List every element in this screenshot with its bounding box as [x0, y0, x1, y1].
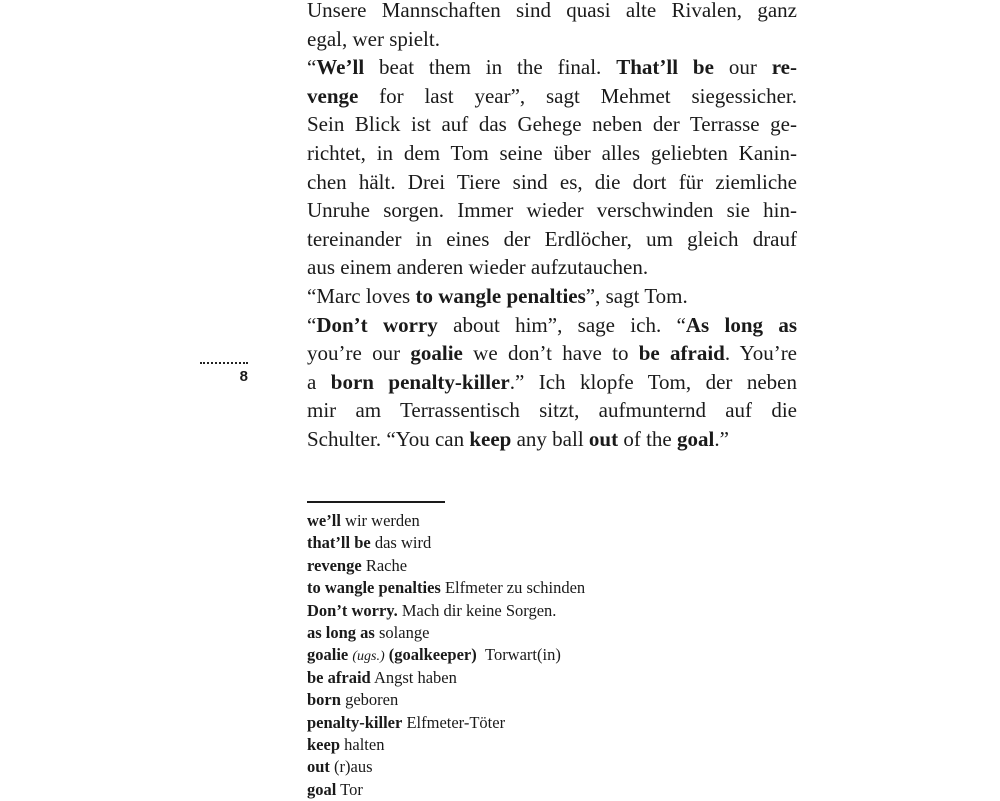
text-segment: “: [307, 55, 317, 80]
text-segment: . You’re: [724, 341, 798, 366]
glossary-translation: geboren: [345, 690, 399, 710]
glossary-translation: Rache: [365, 555, 408, 575]
glossary-term: goal: [307, 779, 337, 799]
glossary-entry: [307, 712, 727, 734]
text-segment: chen hält. Drei Tiere sind es, die dort für ziemliche: [307, 169, 797, 194]
glossary-entry: [307, 779, 727, 801]
vocab-highlight: venge: [307, 83, 359, 108]
glossary-term: out: [307, 757, 330, 777]
glossary-translation: Angst haben: [373, 667, 457, 687]
text-segment: Sein Blick ist auf das Gehege neben der Terrasse ge-: [307, 112, 797, 137]
text-segment: ”, sagt Tom.: [585, 283, 688, 308]
page-number: 8: [239, 368, 248, 385]
text-line: [307, 368, 797, 397]
vocab-highlight: As long as: [685, 312, 798, 337]
glossary-term: penalty-killer: [307, 712, 403, 732]
text-segment: about him”, sage ich. “: [437, 312, 686, 337]
glossary-entry: [307, 577, 727, 599]
page-number-dots: [200, 362, 248, 364]
vocab-highlight: goalie: [410, 341, 463, 366]
text-line: [307, 282, 797, 311]
text-segment: tereinander in eines der Erdlöcher, um gleich drauf: [307, 226, 797, 251]
text-segment: Schulter. “You can: [307, 426, 470, 451]
text-line: [307, 425, 797, 454]
text-segment: you’re our: [307, 341, 411, 366]
text-segment: a: [307, 369, 331, 394]
vocab-highlight: keep: [469, 426, 512, 451]
glossary-term: we’ll: [307, 511, 341, 530]
text-segment: our: [713, 55, 772, 80]
glossary-translation: halten: [344, 734, 385, 754]
text-line: [307, 139, 797, 168]
text-segment: .”: [714, 426, 729, 451]
glossary-entry: [307, 600, 727, 622]
glossary-translation: Mach dir keine Sorgen.: [401, 600, 557, 620]
glossary-note: (ugs.): [352, 649, 385, 665]
page-marker: [198, 362, 248, 385]
glossary-term: born: [307, 690, 341, 710]
glossary-entry: [307, 667, 727, 689]
vocab-highlight: goal: [677, 426, 715, 451]
glossary-entry: [307, 644, 727, 666]
text-segment: “: [307, 312, 317, 337]
vocabulary-glossary: [307, 510, 727, 801]
text-segment: aus einem anderen wieder aufzutauchen.: [307, 255, 649, 280]
text-segment: for last year”, sagt Mehmet siegessicher.: [358, 83, 797, 108]
text-line: [307, 82, 797, 111]
glossary-term: as long as: [307, 622, 375, 642]
story-text: [307, 0, 797, 454]
glossary-entry: [307, 756, 727, 778]
vocab-highlight: re-: [771, 55, 797, 80]
glossary-term: revenge: [307, 555, 362, 575]
glossary-translation: Tor: [340, 779, 363, 799]
vocab-highlight: born penalty-killer: [330, 369, 510, 394]
text-line: [307, 0, 797, 25]
text-line: [307, 253, 797, 282]
glossary-translation: solange: [378, 622, 430, 642]
glossary-term: be afraid: [307, 667, 371, 687]
text-segment: mir am Terrassentisch sitzt, aufmunternd auf die: [307, 398, 797, 423]
text-segment: Unsere Mannschaften sind quasi alte Rivalen, ganz: [307, 0, 797, 22]
glossary-translation: Elfmeter zu schinden: [444, 578, 586, 598]
glossary-translation: Elfmeter-Töter: [406, 712, 506, 732]
text-segment: .” Ich klopfe Tom, der neben: [509, 369, 797, 394]
text-line: [307, 311, 797, 340]
vocab-highlight: to wangle penalties: [415, 283, 586, 308]
glossary-entry: [307, 734, 727, 756]
glossary-entry: [307, 510, 727, 532]
text-line: [307, 196, 797, 225]
text-segment: any ball: [511, 426, 589, 451]
vocab-highlight: Don’t worry: [316, 312, 438, 337]
text-line: [307, 396, 797, 425]
text-line: [307, 339, 797, 368]
glossary-translation: das wird: [374, 533, 432, 553]
text-line: [307, 25, 797, 54]
text-segment: richtet, in dem Tom seine über alles geliebten Kanin-: [307, 140, 797, 165]
footnote-separator: [307, 501, 445, 503]
vocab-highlight: be afraid: [638, 341, 725, 366]
glossary-term: to wangle penalties: [307, 578, 441, 598]
text-segment: of the: [618, 426, 678, 451]
glossary-entry: [307, 622, 727, 644]
glossary-translation: wir werden: [345, 511, 420, 530]
text-segment: “Marc loves: [307, 283, 416, 308]
text-segment: Unruhe sorgen. Immer wieder verschwinden sie hin-: [307, 198, 797, 223]
vocab-highlight: We’ll: [316, 55, 365, 80]
vocab-highlight: out: [588, 426, 619, 451]
glossary-term: goalie: [307, 645, 349, 665]
glossary-translation: (r)aus: [334, 757, 373, 777]
text-line: [307, 225, 797, 254]
glossary-term: Don’t worry.: [307, 600, 398, 620]
text-segment: beat them in the final.: [364, 55, 617, 80]
glossary-term: that’ll be: [307, 533, 371, 553]
text-line: [307, 168, 797, 197]
glossary-entry: [307, 532, 727, 554]
glossary-term-alt: (goalkeeper): [388, 645, 477, 665]
text-segment: we don’t have to: [462, 341, 639, 366]
glossary-entry: [307, 689, 727, 711]
glossary-translation: Torwart(in): [485, 645, 561, 665]
text-line: [307, 53, 797, 82]
glossary-term: keep: [307, 734, 340, 754]
text-segment: egal, wer spielt.: [307, 26, 440, 51]
text-line: [307, 110, 797, 139]
vocab-highlight: That’ll be: [616, 55, 714, 80]
glossary-entry: [307, 555, 727, 577]
